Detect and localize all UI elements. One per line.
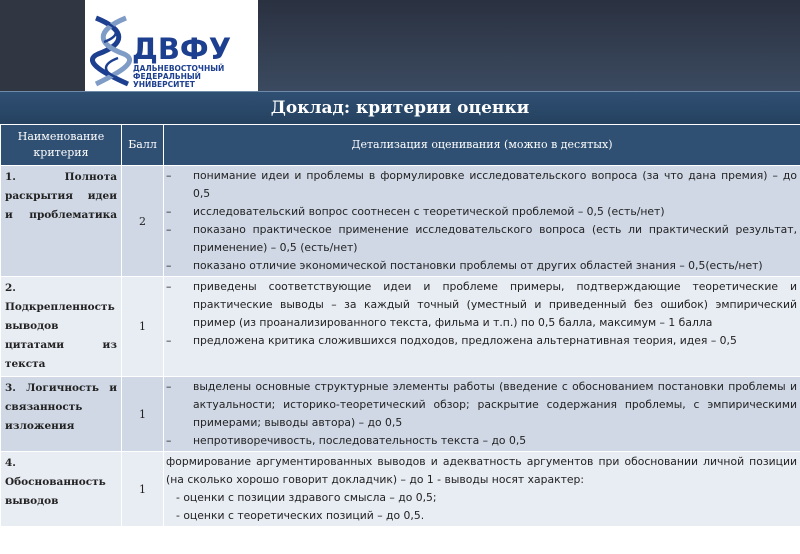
list-item-text: показано отличие экономической постановки проблемы от других областей знания – 0,5(есть/нет) bbox=[193, 259, 763, 272]
header-bar bbox=[0, 0, 800, 91]
criterion-name: 1. Полнота раскрытия идеи и проблематика bbox=[1, 166, 122, 277]
column-header-score: Балл bbox=[122, 125, 164, 166]
sub-item: - оценки с позиции здравого смысла – до 0,5; bbox=[176, 491, 437, 504]
list-item-text: приведены соответствующие идеи и проблеме примеры, подтверждающие теоретические и практические выводы – за каждый точный (уместный и приведенный без ошибок) эмпирический пример (из проанализированного текста, фильма и т.п.) по 0,5 балла, максимум – 1 балла bbox=[193, 280, 797, 329]
logo-line-2: ФЕДЕРАЛЬНЫЙ bbox=[133, 72, 201, 81]
table-row bbox=[1, 452, 800, 527]
list-item-text: понимание идеи и проблемы в формулировке исследовательского вопроса (за что дана премия) – до 0,5 bbox=[193, 169, 797, 200]
table-header-row bbox=[1, 125, 800, 166]
criterion-detail bbox=[164, 166, 800, 277]
list-item-text: выделены основные структурные элементы работы (введение с обоснованием постановки проблемы и актуальности; историко-теоретический обзор; раскрытие содержания проблемы, с эмпирическими примерами; выводы автора) – до 0,5 bbox=[193, 380, 797, 429]
list-item: – показано отличие экономической постановки проблемы от других областей знания – 0,5(есть/нет) bbox=[166, 259, 763, 272]
list-item: – показано практическое применение исследовательского вопроса (есть ли практический результат, применение) – 0,5 (есть/нет) bbox=[166, 223, 797, 254]
column-header-name: Наименование критерия bbox=[1, 125, 122, 166]
list-item: – выделены основные структурные элементы работы (введение с обоснованием постановки проблемы и актуальности; историко-теоретический обзор; раскрытие содержания проблемы, с эмпирическими примерами; выводы автора) – до 0,5 bbox=[166, 380, 797, 429]
list-item: – исследовательский вопрос соотнесен с теоретической проблемой – 0,5 (есть/нет) bbox=[166, 205, 665, 218]
list-item: – понимание идеи и проблемы в формулировке исследовательского вопроса (за что дана премия) – до 0,5 bbox=[166, 169, 797, 200]
list-item-text: исследовательский вопрос соотнесен с теоретической проблемой – 0,5 (есть/нет) bbox=[193, 205, 665, 218]
criterion-name: 4. Обоснованность выводов bbox=[1, 452, 122, 527]
logo-line-1: ДАЛЬНЕВОСТОЧНЫЙ bbox=[133, 64, 225, 73]
criterion-score: 1 bbox=[122, 452, 164, 527]
criterion-score: 1 bbox=[122, 377, 164, 452]
criterion-detail bbox=[164, 452, 800, 527]
logo-line-3: УНИВЕРСИТЕТ bbox=[133, 80, 195, 89]
criterion-detail bbox=[164, 277, 800, 377]
criterion-detail bbox=[164, 377, 800, 452]
criterion-intro: формирование аргументированных выводов и адекватность аргументов при обосновании личной позиции (на сколько хорошо говорит докладчик) – до 1 - выводы носят характер: bbox=[166, 455, 797, 486]
list-item-text: непротиворечивость, последовательность текста – до 0,5 bbox=[193, 434, 527, 447]
criteria-table bbox=[0, 124, 800, 527]
list-item-text: предложена критика сложившихся подходов, предложена альтернативная теория, идея – 0,5 bbox=[193, 334, 737, 347]
table-row bbox=[1, 377, 800, 452]
table-row bbox=[1, 166, 800, 277]
criterion-score: 2 bbox=[122, 166, 164, 277]
criterion-name: 2. Подкрепленность выводов цитатами из текста bbox=[1, 277, 122, 377]
header-left-block bbox=[0, 0, 85, 91]
list-item: – непротиворечивость, последовательность текста – до 0,5 bbox=[166, 434, 527, 447]
list-item: – приведены соответствующие идеи и проблеме примеры, подтверждающие теоретические и практические выводы – за каждый точный (уместный и приведенный без ошибок) эмпирический пример (из проанализированного текста, фильма и т.п.) по 0,5 балла, максимум – 1 балла bbox=[166, 280, 797, 329]
header-right-block bbox=[258, 0, 800, 91]
title-band bbox=[0, 91, 800, 125]
table-row bbox=[1, 277, 800, 377]
column-header-detail: Детализация оценивания (можно в десятых) bbox=[164, 125, 800, 166]
criterion-name: 3. Логичность и связанность изложения bbox=[1, 377, 122, 452]
dna-helix-icon bbox=[90, 14, 134, 88]
list-item: – предложена критика сложившихся подходов, предложена альтернативная теория, идея – 0,5 bbox=[166, 334, 737, 347]
page-title: Доклад: критерии оценки bbox=[270, 98, 530, 118]
list-item-text: показано практическое применение исследовательского вопроса (есть ли практический результат, применение) – 0,5 (есть/нет) bbox=[193, 223, 797, 254]
logo-wordmark: ДВФУ bbox=[132, 32, 232, 66]
criterion-score: 1 bbox=[122, 277, 164, 377]
sub-item: - оценки с теоретических позиций – до 0,5. bbox=[176, 509, 425, 522]
university-logo bbox=[86, 14, 258, 88]
